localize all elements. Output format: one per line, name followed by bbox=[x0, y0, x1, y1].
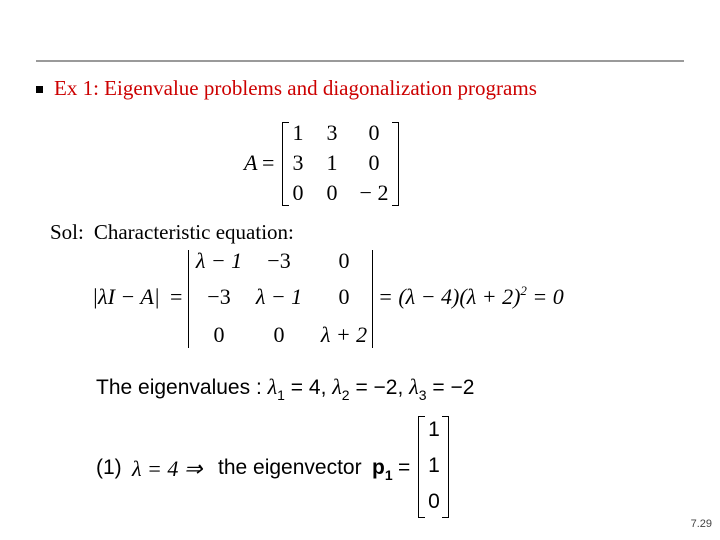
matrix-a-cell: 0 bbox=[326, 180, 338, 205]
eigenvector-p-sub: 1 bbox=[384, 467, 393, 483]
char-eq-cell: −3 bbox=[267, 248, 291, 273]
lambda-2-value: = −2, bbox=[355, 376, 404, 399]
sol-text: Characteristic equation: bbox=[93, 220, 294, 244]
char-eq-rhs-tail: = 0 bbox=[532, 284, 564, 309]
eigenvector-entry: 1 bbox=[428, 418, 440, 441]
determinant-left-bar bbox=[188, 250, 189, 348]
eigenvector-line bbox=[96, 414, 466, 520]
char-eq-rhs bbox=[378, 284, 564, 310]
char-eq-cell: 0 bbox=[273, 322, 285, 347]
char-eq-cell: 0 bbox=[338, 248, 350, 273]
slide-title: Ex 1: Eigenvalue problems and diagonalization programs bbox=[54, 76, 537, 100]
case-number: (1) bbox=[96, 456, 122, 479]
char-eq-lhs: |λI − A| bbox=[92, 284, 160, 309]
sol-label: Sol: bbox=[50, 220, 84, 244]
eigenvector-p: p bbox=[372, 456, 385, 479]
char-eq-cell: −3 bbox=[207, 284, 231, 309]
lambda-2-sub: 2 bbox=[341, 387, 350, 403]
lambda-1-value: = 4, bbox=[290, 376, 327, 399]
title-rule bbox=[36, 60, 684, 62]
lambda-1: λ bbox=[267, 374, 278, 399]
lambda-1-sub: 1 bbox=[277, 387, 285, 403]
eigenvalues-line bbox=[96, 374, 475, 403]
bullet-icon bbox=[36, 86, 43, 93]
matrix-a-equals: = bbox=[262, 150, 275, 175]
characteristic-equation bbox=[90, 248, 590, 352]
matrix-a-name: A bbox=[244, 150, 258, 175]
lambda-3: λ bbox=[409, 374, 419, 399]
solution-line bbox=[50, 220, 294, 245]
matrix-a-cell: 0 bbox=[368, 120, 380, 145]
matrix-a-cell: 3 bbox=[326, 120, 338, 145]
lambda-3-sub: 3 bbox=[418, 387, 427, 403]
char-eq-cell: λ − 1 bbox=[255, 284, 303, 309]
matrix-a-cell: 0 bbox=[368, 150, 380, 175]
eigenvector-symbol bbox=[372, 456, 393, 483]
char-eq-cell: 0 bbox=[338, 284, 350, 309]
eigenvector-text: the eigenvector bbox=[218, 456, 362, 479]
matrix-a-definition bbox=[242, 120, 412, 210]
eigen-condition: λ = 4 ⇒ bbox=[132, 456, 203, 481]
determinant-right-bar bbox=[372, 250, 373, 348]
lambda-3-value: = −2 bbox=[432, 376, 475, 399]
char-eq-rhs-exponent: 2 bbox=[520, 283, 527, 298]
eigenvector-entry: 1 bbox=[428, 454, 440, 477]
eigenvalues-label: The eigenvalues : bbox=[96, 376, 262, 399]
lambda-2: λ bbox=[332, 374, 342, 399]
char-eq-cell: 0 bbox=[213, 322, 225, 347]
matrix-a-cell: 1 bbox=[326, 150, 338, 175]
matrix-a-cell: 0 bbox=[292, 180, 304, 205]
char-eq-rhs-main: = (λ − 4)(λ + 2) bbox=[378, 284, 521, 309]
matrix-a-cell: 1 bbox=[292, 120, 304, 145]
eigenvector-equals: = bbox=[398, 456, 411, 479]
matrix-a-cell: 3 bbox=[292, 150, 304, 175]
char-eq-cell: λ + 2 bbox=[320, 322, 368, 347]
char-eq-cell: λ − 1 bbox=[195, 248, 243, 273]
page-number: 7.29 bbox=[690, 518, 712, 530]
matrix-a-cell: − 2 bbox=[359, 180, 389, 205]
char-eq-equals: = bbox=[170, 284, 183, 309]
eigenvector-entry: 0 bbox=[428, 490, 440, 513]
